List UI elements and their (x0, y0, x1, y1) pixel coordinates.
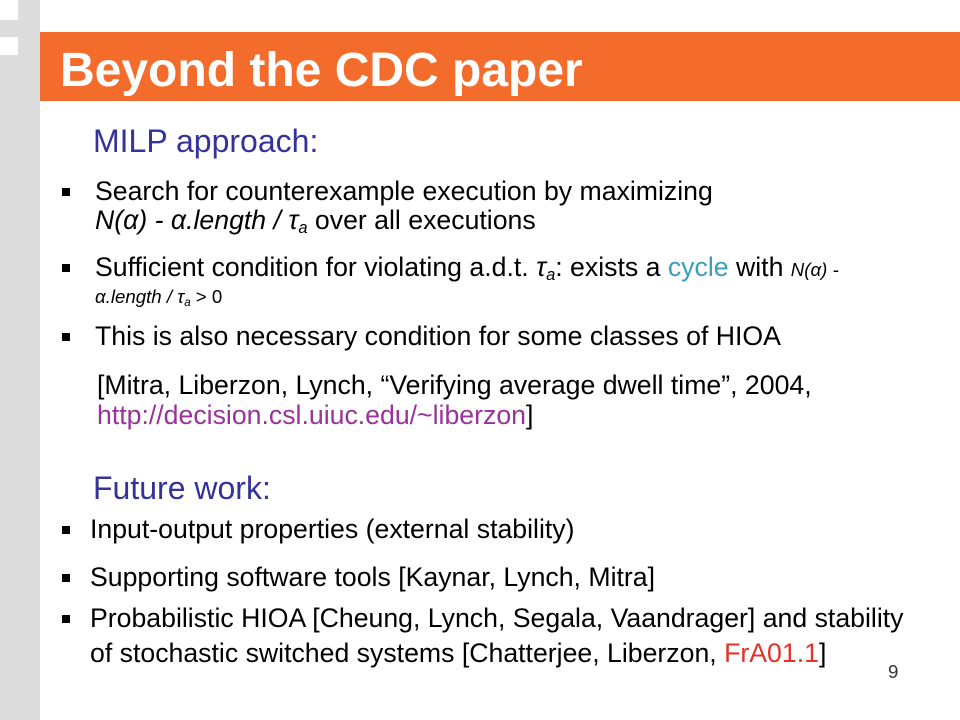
milp-bullet-1-line-1: Search for counterexample execution by maximizing (95, 176, 713, 206)
condition-expression-start: N(α) - (790, 259, 839, 280)
condition-tail: > 0 (190, 286, 223, 307)
tau-subscript: a (546, 265, 556, 285)
corner-notch-top (0, 0, 18, 20)
bullet-square-icon (62, 264, 70, 272)
future-bullet-3-line-2 (90, 640, 826, 667)
bullet-text: Sufficient condition for violating a.d.t. (95, 252, 537, 282)
future-bullet-1: Input-output properties (external stability) (90, 514, 575, 544)
bullet-text: over all executions (307, 205, 536, 235)
milp-bullet-3: This is also necessary condition for some classes of HIOA (95, 321, 781, 351)
tau-subscript: a (184, 296, 191, 309)
milp-heading: MILP approach: (93, 123, 319, 159)
paper-session-code: FrA01.1 (724, 638, 819, 668)
milp-bullet-1-line-2 (95, 205, 536, 238)
future-bullet-3-line-1: Probabilistic HIOA [Cheung, Lynch, Segala, Vaandrager] and stability (90, 603, 904, 633)
cycle-term: cycle (667, 252, 729, 282)
tau-symbol: τ (536, 252, 547, 282)
milp-bullet-2-line-2 (95, 288, 222, 307)
left-sidebar-stripe (0, 0, 40, 720)
bullet-text: of stochastic switched systems [Chatterjee, Liberzon, (90, 638, 725, 668)
corner-notch-lower (0, 37, 18, 55)
reference-line-2 (97, 402, 533, 429)
bullet-text: : exists a (555, 252, 668, 282)
future-work-heading: Future work: (93, 470, 271, 506)
bullet-square-icon (62, 333, 70, 341)
reference-link[interactable]: http://decision.csl.uiuc.edu/~liberzon (97, 400, 526, 430)
bullet-square-icon (62, 188, 70, 196)
future-bullet-2: Supporting software tools [Kaynar, Lynch, Mitra] (90, 562, 655, 592)
bullet-square-icon (62, 526, 70, 534)
page-number: 9 (888, 661, 899, 682)
condition-expression-end: α.length / τ (95, 286, 185, 307)
reference-close-bracket: ] (525, 400, 534, 430)
tau-subscript: a (298, 218, 308, 238)
bullet-text: with (728, 252, 791, 282)
close-bracket: ] (818, 638, 827, 668)
objective-expression: N(α) - α.length / τ (95, 205, 299, 235)
bullet-square-icon (62, 574, 70, 582)
bullet-square-icon (62, 615, 70, 623)
slide-title: Beyond the CDC paper (60, 44, 583, 97)
milp-bullet-2-line-1 (95, 252, 839, 285)
reference-line-1: [Mitra, Liberzon, Lynch, “Verifying average dwell time”, 2004, (97, 370, 812, 400)
